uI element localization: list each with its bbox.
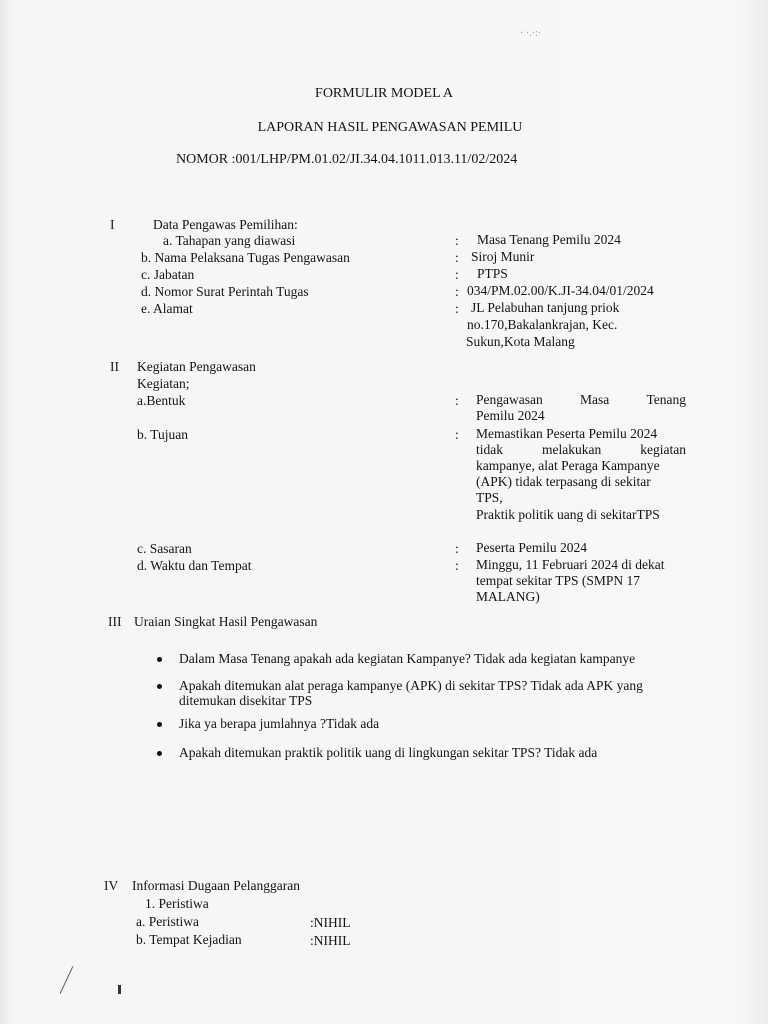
- label-nama-pelaksana: b. Nama Pelaksana Tugas Pengawasan: [141, 250, 350, 265]
- value-tahapan: Masa Tenang Pemilu 2024: [477, 232, 621, 247]
- value-waktu-line: Minggu, 11 Februari 2024 di dekat: [476, 557, 665, 572]
- value-tujuan-line: kampanye, alat Peraga Kampanye: [476, 458, 660, 473]
- value-tujuan-line: [476, 442, 686, 459]
- value-alamat-line: no.170,Bakalankrajan, Kec.: [467, 317, 618, 332]
- section-2-roman: II: [110, 359, 119, 374]
- section-3-roman: III: [108, 614, 122, 629]
- section-2-heading: Kegiatan Pengawasan: [137, 359, 256, 374]
- bullet-icon: [157, 751, 162, 756]
- section-4-roman: IV: [104, 878, 119, 893]
- colon: :: [455, 427, 459, 442]
- word: tidak: [476, 442, 503, 457]
- bullet-icon: [157, 722, 162, 727]
- report-number: NOMOR :001/LHP/PM.01.02/JI.34.04.1011.013.11/02/2024: [176, 152, 518, 167]
- bullet-text: Jika ya berapa jumlahnya ?Tidak ada: [179, 716, 380, 731]
- section-4-heading: Informasi Dugaan Pelanggaran: [132, 878, 300, 893]
- colon: :: [455, 558, 459, 573]
- colon: :: [455, 393, 459, 408]
- colon: :: [455, 541, 459, 556]
- value-tujuan-line: Memastikan Peserta Pemilu 2024: [476, 426, 658, 441]
- section-1-heading: Data Pengawas Pemilihan:: [153, 217, 298, 232]
- value-bentuk-line: [476, 392, 686, 409]
- label-jabatan: c. Jabatan: [141, 267, 195, 282]
- word: Pengawasan: [476, 392, 543, 407]
- value-sasaran: Peserta Pemilu 2024: [476, 540, 587, 555]
- label-sasaran: c. Sasaran: [137, 541, 192, 556]
- scan-smudge: · ·.·:·: [520, 28, 542, 39]
- value-tujuan-line: TPS,: [476, 490, 503, 505]
- report-title: LAPORAN HASIL PENGAWASAN PEMILU: [257, 120, 523, 135]
- section-1-roman: I: [110, 217, 115, 232]
- bullet-icon: [157, 684, 162, 689]
- label-peristiwa: a. Peristiwa: [136, 914, 199, 929]
- colon: :: [455, 233, 459, 248]
- word: Masa: [579, 392, 610, 407]
- value-alamat-line: JL Pelabuhan tanjung priok: [471, 300, 620, 315]
- form-title: FORMULIR MODEL A: [315, 86, 453, 101]
- scan-mark: [60, 966, 74, 994]
- colon: :: [455, 301, 459, 316]
- bullet-text: Apakah ditemukan alat peraga kampanye (APK) di sekitar TPS? Tidak ada APK yang: [179, 678, 643, 693]
- section-2-subheading: Kegiatan;: [137, 376, 190, 391]
- value-bentuk-line: Pemilu 2024: [476, 408, 545, 423]
- bullet-text: Apakah ditemukan praktik politik uang di lingkungan sekitar TPS? Tidak ada: [179, 745, 598, 760]
- label-alamat: e. Alamat: [141, 301, 193, 316]
- value-tujuan-line: (APK) tidak terpasang di sekitar: [476, 474, 651, 489]
- label-tahapan: a. Tahapan yang diawasi: [163, 233, 296, 248]
- colon: :: [455, 250, 459, 265]
- value-waktu-line: MALANG): [476, 589, 540, 604]
- value-alamat-line: Sukun,Kota Malang: [466, 334, 575, 349]
- value-waktu-line: tempat sekitar TPS (SMPN 17: [476, 573, 641, 588]
- bullet-icon: [157, 657, 162, 662]
- value-nama-pelaksana: Siroj Munir: [471, 249, 535, 264]
- value-tempat-kejadian: :NIHIL: [310, 933, 351, 948]
- scan-mark: [118, 985, 121, 994]
- colon: :: [455, 284, 459, 299]
- word: melakukan: [542, 442, 602, 457]
- label-nomor-surat: d. Nomor Surat Perintah Tugas: [141, 284, 309, 299]
- value-nomor-surat: 034/PM.02.00/K.JI-34.04/01/2024: [467, 283, 654, 298]
- bullet-text: ditemukan disekitar TPS: [179, 693, 313, 708]
- label-tujuan: b. Tujuan: [137, 427, 189, 442]
- label-tempat-kejadian: b. Tempat Kejadian: [136, 932, 242, 947]
- section-4-sub: 1. Peristiwa: [145, 896, 209, 911]
- value-jabatan: PTPS: [477, 266, 508, 281]
- colon: :: [455, 267, 459, 282]
- value-tujuan-line: Praktik politik uang di sekitarTPS: [476, 507, 660, 522]
- label-waktu: d. Waktu dan Tempat: [137, 558, 252, 573]
- bullet-text: Dalam Masa Tenang apakah ada kegiatan Kampanye? Tidak ada kegiatan kampanye: [179, 651, 636, 666]
- word: Tenang: [646, 392, 686, 407]
- label-bentuk: a.Bentuk: [137, 393, 186, 408]
- section-3-heading: Uraian Singkat Hasil Pengawasan: [134, 614, 318, 629]
- value-peristiwa: :NIHIL: [310, 915, 351, 930]
- word: kegiatan: [640, 442, 686, 457]
